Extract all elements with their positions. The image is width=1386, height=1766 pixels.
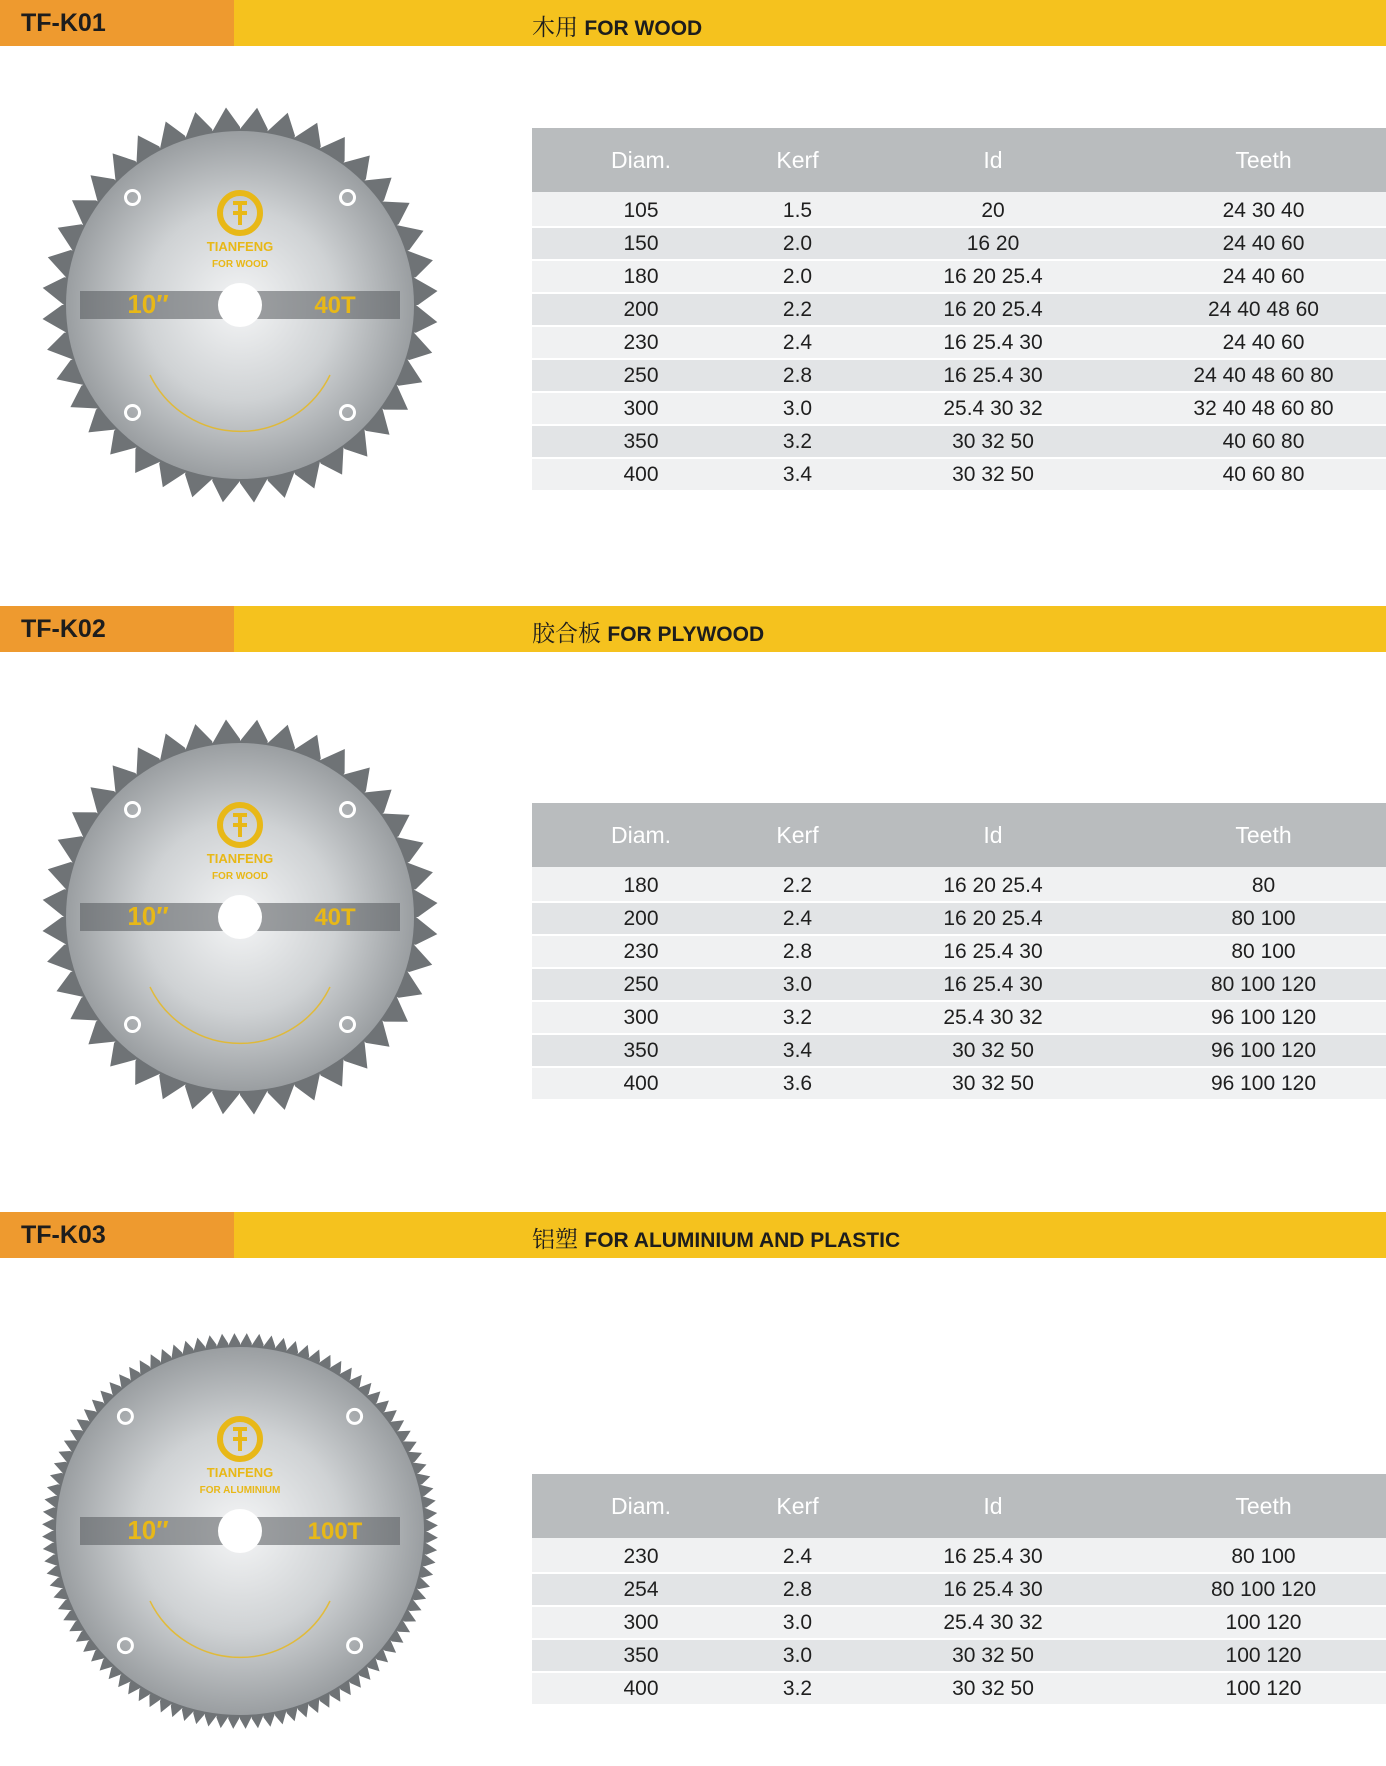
cell-teeth: 80 100 bbox=[1141, 1538, 1386, 1573]
header-diam: Diam. bbox=[532, 128, 750, 192]
blade-teeth-text: 40T bbox=[314, 904, 356, 931]
cell-kerf: 3.4 bbox=[750, 458, 845, 491]
cell-id: 30 32 50 bbox=[845, 425, 1141, 458]
table-row bbox=[532, 1538, 1386, 1573]
cell-id: 16 20 25.4 bbox=[845, 902, 1141, 935]
cell-diam: 230 bbox=[532, 326, 750, 359]
cell-kerf: 2.0 bbox=[750, 260, 845, 293]
cell-diam: 254 bbox=[532, 1573, 750, 1606]
cell-id: 16 25.4 30 bbox=[845, 935, 1141, 968]
cell-id: 16 25.4 30 bbox=[845, 968, 1141, 1001]
cell-diam: 180 bbox=[532, 260, 750, 293]
cell-teeth: 96 100 120 bbox=[1141, 1034, 1386, 1067]
cell-id: 30 32 50 bbox=[845, 1672, 1141, 1705]
saw-blade-graphic bbox=[40, 1331, 440, 1731]
product-category bbox=[532, 9, 702, 42]
table-row bbox=[532, 458, 1386, 491]
category-en: FOR ALUMINIUM AND PLASTIC bbox=[584, 1229, 901, 1252]
table-row bbox=[532, 260, 1386, 293]
cell-teeth: 40 60 80 bbox=[1141, 458, 1386, 491]
cell-diam: 400 bbox=[532, 1067, 750, 1100]
cell-kerf: 2.4 bbox=[750, 1538, 845, 1573]
cell-diam: 400 bbox=[532, 458, 750, 491]
saw-blade-graphic bbox=[40, 105, 440, 505]
blade-use-text: FOR ALUMINIUM bbox=[199, 1485, 281, 1496]
cell-diam: 105 bbox=[532, 192, 750, 227]
header-id: Id bbox=[845, 803, 1141, 867]
cell-diam: 200 bbox=[532, 293, 750, 326]
table-row bbox=[532, 192, 1386, 227]
cell-kerf: 2.2 bbox=[750, 867, 845, 902]
cell-teeth: 80 100 120 bbox=[1141, 968, 1386, 1001]
table-row bbox=[532, 293, 1386, 326]
cell-teeth: 80 100 120 bbox=[1141, 1573, 1386, 1606]
spec-table-header-row bbox=[532, 1474, 1386, 1538]
cell-id: 25.4 30 32 bbox=[845, 1001, 1141, 1034]
header-kerf: Kerf bbox=[750, 128, 845, 192]
cell-kerf: 3.2 bbox=[750, 1672, 845, 1705]
product-code: TF-K03 bbox=[21, 1221, 106, 1249]
cell-teeth: 96 100 120 bbox=[1141, 1067, 1386, 1100]
blade-teeth-text: 40T bbox=[314, 292, 356, 319]
cell-id: 16 20 25.4 bbox=[845, 867, 1141, 902]
cell-diam: 350 bbox=[532, 425, 750, 458]
cell-kerf: 2.8 bbox=[750, 935, 845, 968]
header-kerf: Kerf bbox=[750, 1474, 845, 1538]
blade-size-text: 10″ bbox=[127, 901, 169, 931]
blade-brand-text: TIANFENG bbox=[206, 239, 274, 254]
header-teeth: Teeth bbox=[1141, 128, 1386, 192]
cell-id: 16 20 bbox=[845, 227, 1141, 260]
product-category bbox=[532, 615, 764, 648]
header-id: Id bbox=[845, 1474, 1141, 1538]
table-row bbox=[532, 1639, 1386, 1672]
cell-teeth: 100 120 bbox=[1141, 1606, 1386, 1639]
cell-kerf: 3.0 bbox=[750, 392, 845, 425]
cell-kerf: 3.2 bbox=[750, 425, 845, 458]
saw-blade-image bbox=[40, 1331, 440, 1731]
cell-id: 16 20 25.4 bbox=[845, 260, 1141, 293]
cell-kerf: 2.2 bbox=[750, 293, 845, 326]
table-row bbox=[532, 902, 1386, 935]
table-row bbox=[532, 867, 1386, 902]
cell-teeth: 24 40 60 bbox=[1141, 326, 1386, 359]
product-code: TF-K01 bbox=[21, 9, 106, 37]
header-diam: Diam. bbox=[532, 803, 750, 867]
saw-blade-image bbox=[40, 105, 440, 505]
cell-id: 16 25.4 30 bbox=[845, 1573, 1141, 1606]
table-row bbox=[532, 1672, 1386, 1705]
category-en: FOR PLYWOOD bbox=[607, 623, 765, 646]
cell-id: 30 32 50 bbox=[845, 1034, 1141, 1067]
cell-kerf: 2.8 bbox=[750, 1573, 845, 1606]
blade-use-text: FOR WOOD bbox=[211, 871, 269, 882]
cell-id: 25.4 30 32 bbox=[845, 1606, 1141, 1639]
cell-kerf: 2.0 bbox=[750, 227, 845, 260]
cell-id: 30 32 50 bbox=[845, 1639, 1141, 1672]
blade-brand-text: TIANFENG bbox=[206, 1465, 274, 1480]
cell-diam: 300 bbox=[532, 1001, 750, 1034]
table-row bbox=[532, 227, 1386, 260]
cell-diam: 250 bbox=[532, 968, 750, 1001]
cell-kerf: 2.4 bbox=[750, 326, 845, 359]
cell-diam: 230 bbox=[532, 935, 750, 968]
table-row bbox=[532, 935, 1386, 968]
category-cn: 铝塑 bbox=[532, 1226, 578, 1252]
product-code: TF-K02 bbox=[21, 615, 106, 643]
cell-teeth: 80 100 bbox=[1141, 902, 1386, 935]
cell-id: 16 25.4 30 bbox=[845, 359, 1141, 392]
cell-diam: 350 bbox=[532, 1034, 750, 1067]
category-en: FOR WOOD bbox=[584, 17, 703, 40]
cell-kerf: 3.6 bbox=[750, 1067, 845, 1100]
cell-id: 30 32 50 bbox=[845, 1067, 1141, 1100]
cell-teeth: 32 40 48 60 80 bbox=[1141, 392, 1386, 425]
cell-diam: 300 bbox=[532, 1606, 750, 1639]
cell-id: 16 25.4 30 bbox=[845, 326, 1141, 359]
cell-teeth: 24 40 48 60 80 bbox=[1141, 359, 1386, 392]
product-category bbox=[532, 1221, 900, 1254]
blade-size-text: 10″ bbox=[127, 1515, 169, 1545]
cell-diam: 350 bbox=[532, 1639, 750, 1672]
cell-diam: 180 bbox=[532, 867, 750, 902]
spec-table bbox=[532, 128, 1386, 492]
cell-diam: 200 bbox=[532, 902, 750, 935]
cell-teeth: 80 100 bbox=[1141, 935, 1386, 968]
table-row bbox=[532, 1573, 1386, 1606]
cell-kerf: 2.8 bbox=[750, 359, 845, 392]
cell-teeth: 40 60 80 bbox=[1141, 425, 1386, 458]
table-row bbox=[532, 326, 1386, 359]
cell-id: 16 25.4 30 bbox=[845, 1538, 1141, 1573]
table-row bbox=[532, 1067, 1386, 1100]
table-row bbox=[532, 359, 1386, 392]
cell-diam: 300 bbox=[532, 392, 750, 425]
table-row bbox=[532, 1001, 1386, 1034]
blade-size-text: 10″ bbox=[127, 289, 169, 319]
cell-kerf: 1.5 bbox=[750, 192, 845, 227]
cell-teeth: 100 120 bbox=[1141, 1672, 1386, 1705]
spec-table-header-row bbox=[532, 803, 1386, 867]
cell-kerf: 3.0 bbox=[750, 1639, 845, 1672]
header-diam: Diam. bbox=[532, 1474, 750, 1538]
blade-teeth-text: 100T bbox=[307, 1518, 363, 1545]
cell-id: 30 32 50 bbox=[845, 458, 1141, 491]
saw-blade-graphic bbox=[40, 717, 440, 1117]
blade-use-text: FOR WOOD bbox=[211, 259, 269, 270]
cell-teeth: 80 bbox=[1141, 867, 1386, 902]
table-row bbox=[532, 392, 1386, 425]
spec-table-header-row bbox=[532, 128, 1386, 192]
cell-teeth: 24 40 48 60 bbox=[1141, 293, 1386, 326]
category-cn: 木用 bbox=[532, 14, 578, 40]
blade-brand-text: TIANFENG bbox=[206, 851, 274, 866]
cell-kerf: 3.4 bbox=[750, 1034, 845, 1067]
cell-id: 20 bbox=[845, 192, 1141, 227]
saw-blade-image bbox=[40, 717, 440, 1117]
cell-teeth: 24 40 60 bbox=[1141, 260, 1386, 293]
table-row bbox=[532, 968, 1386, 1001]
product-code-box bbox=[0, 606, 234, 652]
cell-id: 16 20 25.4 bbox=[845, 293, 1141, 326]
header-teeth: Teeth bbox=[1141, 803, 1386, 867]
cell-kerf: 3.2 bbox=[750, 1001, 845, 1034]
cell-id: 25.4 30 32 bbox=[845, 392, 1141, 425]
cell-teeth: 100 120 bbox=[1141, 1639, 1386, 1672]
header-kerf: Kerf bbox=[750, 803, 845, 867]
spec-table bbox=[532, 803, 1386, 1101]
cell-diam: 230 bbox=[532, 1538, 750, 1573]
cell-kerf: 2.4 bbox=[750, 902, 845, 935]
table-row bbox=[532, 425, 1386, 458]
cell-teeth: 24 30 40 bbox=[1141, 192, 1386, 227]
cell-diam: 400 bbox=[532, 1672, 750, 1705]
spec-table bbox=[532, 1474, 1386, 1706]
header-teeth: Teeth bbox=[1141, 1474, 1386, 1538]
table-row bbox=[532, 1606, 1386, 1639]
header-id: Id bbox=[845, 128, 1141, 192]
cell-teeth: 96 100 120 bbox=[1141, 1001, 1386, 1034]
cell-diam: 150 bbox=[532, 227, 750, 260]
category-cn: 胶合板 bbox=[532, 620, 601, 646]
product-code-box bbox=[0, 0, 234, 46]
cell-kerf: 3.0 bbox=[750, 968, 845, 1001]
product-code-box bbox=[0, 1212, 234, 1258]
cell-teeth: 24 40 60 bbox=[1141, 227, 1386, 260]
cell-kerf: 3.0 bbox=[750, 1606, 845, 1639]
cell-diam: 250 bbox=[532, 359, 750, 392]
table-row bbox=[532, 1034, 1386, 1067]
